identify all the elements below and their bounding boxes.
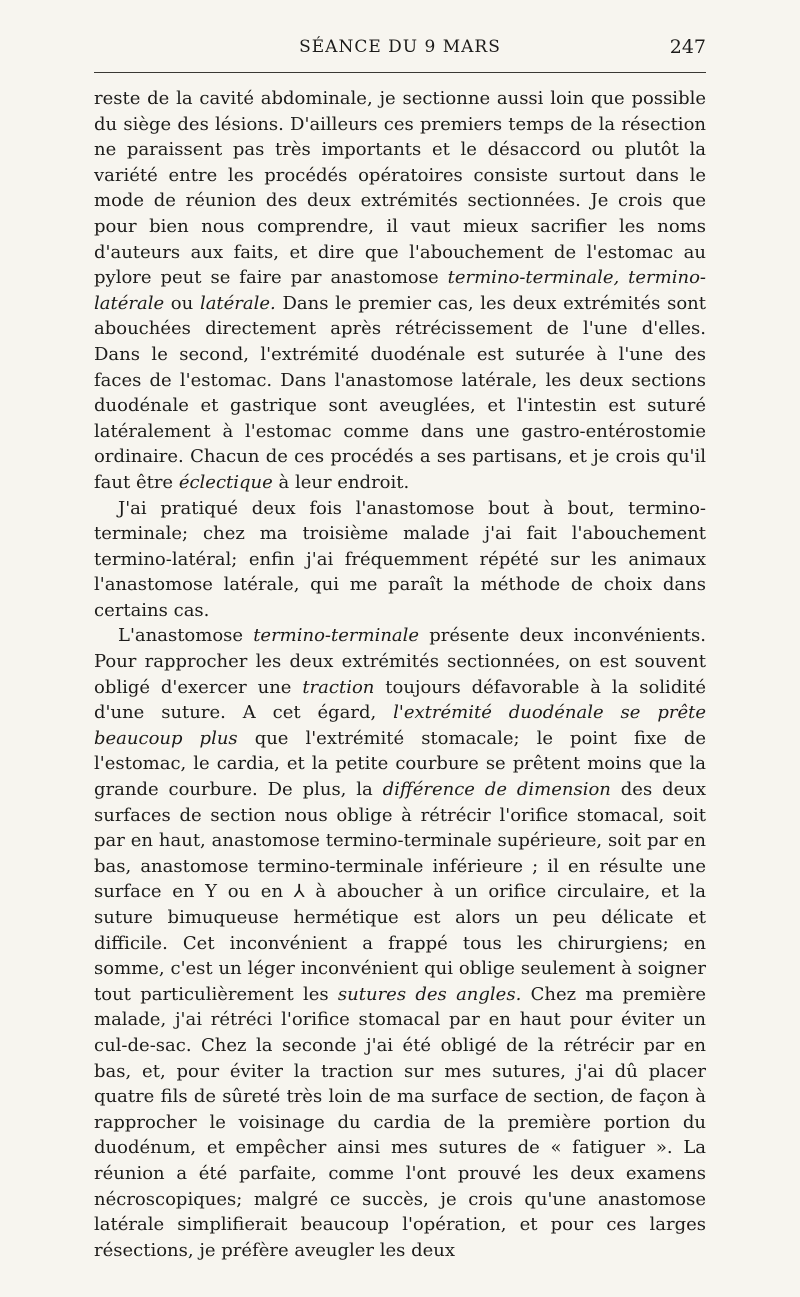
italic-run: termino-terminale, termino-latérale — [94, 267, 706, 314]
paragraph-2: J'ai pratiqué deux fois l'anastomose bout à bout, termino-terminale; chez ma troisième malade j'ai fait l'abouchement termino-latéral; enfin j'ai fréquemment répété sur les animaux l'anastomose latérale, qui me paraît la méthode de choix dans certains cas. — [94, 497, 706, 621]
header-rule — [94, 72, 706, 73]
text-run: que l'extrémité stomacale; le point fixe de l'estomac, le cardia, et la petite courbure se prêtent moins que la grande courbure. De plus, la — [94, 727, 706, 801]
text-run: toujours défavorable à la solidité d'une suture. A cet égard, — [94, 676, 706, 724]
paragraph-1 — [94, 86, 706, 496]
running-head — [94, 36, 706, 60]
text-run: reste de la cavité abdominale, je sectionne aussi loin que possible du siège des lésions. D'ailleurs ces premiers temps de la résection ne paraissent pas très importants et le désaccord ou plutôt la variété entre les procédés opératoires consiste surtout dans le mode de réunion des deux extrémités sectionnées. Je crois que pour bien nous comprendre, il vaut mieux sacrifier les noms d'auteurs aux faits, et dire que l'abouchement de l'estomac au pylore peut se faire par anastomose — [94, 88, 706, 289]
italic-run: termino-terminale — [253, 625, 420, 647]
text-run: présente deux inconvénients. Pour rapprocher les deux extrémités sectionnées, on est souvent obligé d'exercer une — [94, 625, 706, 698]
page-number: 247 — [669, 36, 706, 58]
paragraph-3 — [94, 623, 706, 1263]
text-run: des deux surfaces de section nous oblige à rétrécir l'orifice stomacal, soit par en haut, anastomose termino-terminale supérieure, soit par en bas, anastomose termino-terminale inférieure ; il en résulte une surface en Y ou en ⅄ à aboucher à un orifice circulaire, et la suture bimuqueuse hermétique est alors un peu délicate et difficile. Cet inconvénient a frappé tous les chirurgiens; en somme, c'est un léger inconvénient qui oblige seulement à soigner tout particulièrement les — [94, 779, 706, 1005]
text-run: ou — [164, 292, 200, 314]
italic-run: l'extrémité duodénale se prête beaucoup plus — [94, 702, 706, 749]
text-run: Dans le premier cas, les deux extrémités sont abouchées directement après rétrécissement de l'une d'elles. Dans le second, l'extrémité duodénale est suturée à l'une des faces de l'estomac. Dans l'anastomose latérale, les deux sections duodénale et gastrique sont aveuglées, et l'intestin est suturé latéralement à l'estomac comme dans une gastro-entérostomie ordinaire. Chacun de ces procédés a ses partisans, et je crois qu'il faut être — [94, 292, 706, 493]
text-run: Chez ma première malade, j'ai rétréci l'orifice stomacal par en haut pour éviter un cul-de-sac. Chez la seconde j'ai été obligé de la rétrécir par en bas, et, pour éviter la traction sur mes sutures, j'ai dû placer quatre fils de sûreté très loin de ma surface de section, de façon à rapprocher le voisinage du cardia de la première portion du duodénum, et empêcher ainsi mes sutures de « fatiguer ». La réunion a été parfaite, comme l'ont prouvé les deux examens nécroscopiques; malgré ce succès, je crois qu'une anastomose latérale simplifierait beaucoup l'opération, et pour ces larges résections, je préfère aveugler les deux — [94, 983, 706, 1261]
text-run: à leur endroit. — [272, 471, 410, 493]
body-text — [94, 86, 706, 1263]
italic-run: différence de dimension — [382, 779, 611, 801]
italic-run: traction — [302, 676, 375, 698]
italic-run: éclectique — [178, 471, 273, 493]
italic-run: sutures des angles. — [337, 983, 522, 1005]
running-title: SÉANCE DU 9 MARS — [299, 37, 501, 57]
text-run: L'anastomose — [118, 625, 254, 647]
italic-run: latérale. — [199, 292, 276, 314]
